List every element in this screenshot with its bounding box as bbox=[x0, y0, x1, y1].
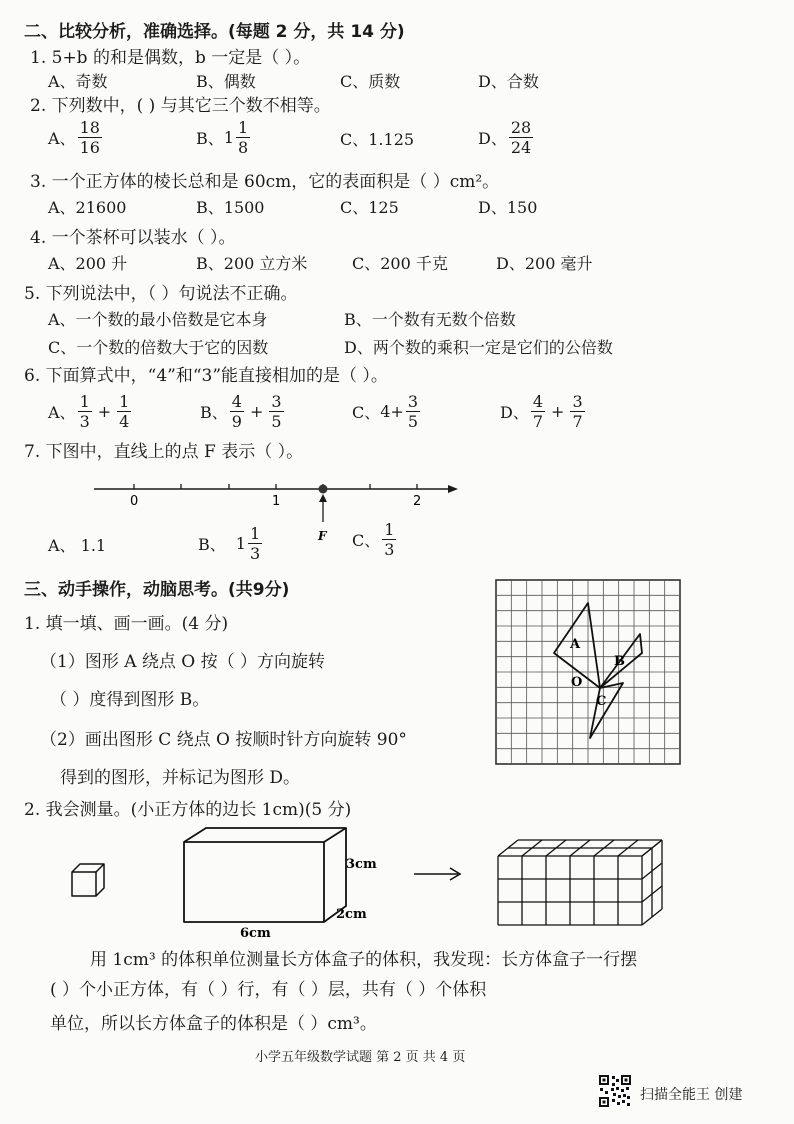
q6-c-fraction bbox=[406, 392, 420, 431]
q6-d1-numerator: 4 bbox=[532, 392, 544, 411]
q2-a-label: A、 bbox=[48, 129, 76, 148]
q6-d-label: D、 bbox=[500, 403, 529, 422]
q7-c-label: C、 bbox=[352, 531, 381, 550]
q5-option-b: B、一个数有无数个倍数 bbox=[344, 310, 516, 329]
q4-option-c: C、200 千克 bbox=[352, 254, 448, 273]
scanner-brand-text: 扫描全能王 创建 bbox=[640, 1087, 743, 1103]
q7-b-denominator: 3 bbox=[249, 544, 261, 563]
q6-b-fraction2 bbox=[269, 392, 283, 431]
q5-option-d: D、两个数的乘积一定是它们的公倍数 bbox=[344, 338, 613, 357]
q2-b-label: B、 bbox=[196, 129, 224, 148]
q4-option-a: A、200 升 bbox=[48, 254, 128, 273]
q2-a-fraction bbox=[78, 118, 102, 157]
q6-a2-denominator: 4 bbox=[119, 412, 130, 431]
q3-option-c: C、125 bbox=[340, 198, 399, 217]
q4-option-d: D、200 毫升 bbox=[496, 254, 593, 273]
q4-option-b: B、200 立方米 bbox=[196, 254, 308, 273]
tick-label-1: 1 bbox=[272, 494, 281, 509]
unit-cube-stack-figure bbox=[494, 826, 664, 930]
q2-option-a bbox=[48, 118, 104, 157]
q6-a-fraction2 bbox=[117, 392, 131, 431]
point-f-arrowhead bbox=[319, 494, 327, 502]
q2-d-fraction bbox=[509, 118, 533, 157]
q6-d-fraction1 bbox=[531, 392, 545, 431]
q6-option-b bbox=[200, 392, 286, 431]
q2-b-fraction bbox=[236, 118, 250, 157]
q3-option-b: B、1500 bbox=[196, 198, 265, 217]
q7-c-numerator: 1 bbox=[384, 520, 395, 539]
dim-depth-label: 2cm bbox=[336, 907, 367, 922]
q6-b1-numerator: 4 bbox=[231, 392, 242, 411]
q1-option-a: A、奇数 bbox=[48, 72, 108, 91]
page-footer: 小学五年级数学试题 第 2 页 共 4 页 bbox=[255, 1050, 466, 1065]
q5-option-a: A、一个数的最小倍数是它本身 bbox=[48, 310, 268, 329]
q2-b-whole: 1 bbox=[223, 128, 234, 147]
q1-option-c: C、质数 bbox=[340, 72, 401, 91]
q2-a-numerator: 18 bbox=[79, 118, 100, 137]
q6-a1-denominator: 3 bbox=[79, 412, 90, 431]
box-measure-figure bbox=[60, 826, 420, 938]
q3-stem: 3. 一个正方体的棱长总和是 60cm，它的表面积是（ ）cm²。 bbox=[30, 172, 500, 192]
q6-option-c bbox=[352, 392, 422, 431]
dim-length-label: 6cm bbox=[240, 926, 271, 938]
q2-stem: 2. 下列数中，( ) 与其它三个数不相等。 bbox=[30, 96, 331, 116]
dim-height-label: 3cm bbox=[346, 857, 377, 872]
s3-q2-para3: 单位，所以长方体盒子的体积是（ ）cm³。 bbox=[50, 1014, 377, 1034]
shape-b-label: B bbox=[614, 654, 625, 669]
right-arrow-icon bbox=[410, 864, 466, 884]
s3-q1-line2: （ ）度得到图形 B。 bbox=[50, 690, 210, 710]
point-o-label: O bbox=[571, 675, 583, 690]
q6-a2-numerator: 1 bbox=[119, 392, 130, 411]
q6-option-d bbox=[500, 392, 587, 431]
q7-b-label: B、 bbox=[198, 535, 226, 554]
q7-option-b bbox=[198, 524, 264, 563]
q7-b-whole: 1 bbox=[235, 534, 246, 553]
q2-d-denominator: 24 bbox=[510, 138, 532, 157]
q3-option-d: D、150 bbox=[478, 198, 538, 217]
q6-b-plus: + bbox=[249, 402, 264, 421]
section2-title: 二、比较分析，准确选择。(每题 2 分，共 14 分) bbox=[24, 22, 405, 42]
q7-c-fraction bbox=[382, 520, 396, 559]
section3-title: 三、动手操作，动脑思考。(共9分) bbox=[24, 580, 290, 600]
q6-a-label: A、 bbox=[48, 403, 76, 422]
cube-stack-lines bbox=[498, 840, 662, 925]
q6-b-label: B、 bbox=[200, 403, 228, 422]
q6-c-label: C、 bbox=[352, 403, 381, 422]
s3-q1-line1: （1）图形 A 绕点 O 按（ ）方向旋转 bbox=[40, 652, 326, 672]
q5-stem: 5. 下列说法中，（ ）句说法不正确。 bbox=[24, 284, 298, 304]
q6-c-denominator: 5 bbox=[407, 412, 419, 431]
q6-b2-denominator: 5 bbox=[271, 412, 282, 431]
cuboid-box bbox=[184, 828, 346, 922]
q6-option-a bbox=[48, 392, 133, 431]
q6-a1-numerator: 1 bbox=[79, 392, 90, 411]
qr-code-icon bbox=[598, 1074, 632, 1108]
q7-b-fraction bbox=[248, 524, 262, 563]
s3-q2-stem: 2. 我会测量。(小正方体的边长 1cm)(5 分) bbox=[24, 800, 352, 820]
shape-a-label: A bbox=[570, 637, 581, 652]
q7-stem: 7. 下图中，直线上的点 F 表示（ ）。 bbox=[24, 442, 304, 462]
q4-stem: 4. 一个茶杯可以装水（ ）。 bbox=[30, 228, 236, 248]
tick-label-0: 0 bbox=[130, 494, 139, 509]
s3-q1-line4: 得到的图形，并标记为图形 D。 bbox=[60, 768, 301, 788]
q1-stem: 1. 5+b 的和是偶数，b 一定是（ ）。 bbox=[30, 48, 311, 68]
q2-option-c: C、1.125 bbox=[340, 130, 415, 149]
q6-d2-denominator: 7 bbox=[572, 412, 583, 431]
q1-option-d: D、合数 bbox=[478, 72, 539, 91]
q7-c-denominator: 3 bbox=[384, 540, 395, 559]
q2-a-denominator: 16 bbox=[79, 138, 100, 157]
s3-q2-para2: ( ）个小正方体，有（ ）行，有（ ）层，共有（ ）个体积 bbox=[50, 980, 487, 1000]
number-line-arrowhead bbox=[448, 485, 458, 493]
q6-b1-denominator: 9 bbox=[231, 412, 242, 431]
q1-option-b: B、偶数 bbox=[196, 72, 256, 91]
s3-q2-para1: 用 1cm³ 的体积单位测量长方体盒子的体积，我发现：长方体盒子一行摆 bbox=[90, 950, 638, 970]
q7-b-numerator: 1 bbox=[249, 524, 261, 543]
q6-d-plus: + bbox=[551, 402, 565, 421]
shape-c bbox=[590, 683, 623, 738]
rotation-grid-figure bbox=[494, 578, 682, 768]
q6-c-numerator: 3 bbox=[407, 392, 419, 411]
q6-d2-numerator: 3 bbox=[572, 392, 583, 411]
q2-b-denominator: 8 bbox=[237, 138, 249, 157]
tick-label-2: 2 bbox=[413, 494, 422, 509]
q5-option-c: C、一个数的倍数大于它的因数 bbox=[48, 338, 269, 357]
q6-d1-denominator: 7 bbox=[532, 412, 544, 431]
q3-option-a: A、21600 bbox=[48, 198, 127, 217]
q7-option-a: A、 1.1 bbox=[48, 536, 107, 555]
q6-a-fraction1 bbox=[78, 392, 92, 431]
point-f-label: F bbox=[318, 529, 327, 543]
q6-b2-numerator: 3 bbox=[271, 392, 282, 411]
q2-option-d bbox=[478, 118, 535, 157]
unit-cube-icon bbox=[72, 864, 104, 896]
q2-b-numerator: 1 bbox=[237, 118, 249, 137]
shape-c-label: C bbox=[596, 694, 607, 709]
number-line-figure bbox=[86, 472, 466, 544]
q2-option-b bbox=[196, 118, 252, 157]
s3-q1-line3: （2）画出图形 C 绕点 O 按顺时针方向旋转 90° bbox=[40, 730, 407, 750]
q7-option-c bbox=[352, 520, 398, 559]
s3-q1-stem: 1. 填一填、画一画。(4 分) bbox=[24, 614, 229, 634]
q6-d-fraction2 bbox=[570, 392, 584, 431]
q2-d-numerator: 28 bbox=[510, 118, 532, 137]
point-f-marker bbox=[319, 485, 328, 494]
q6-b-fraction1 bbox=[230, 392, 244, 431]
q6-stem: 6. 下面算式中，“4”和“3”能直接相加的是（ ）。 bbox=[24, 366, 388, 386]
q2-d-label: D、 bbox=[478, 129, 507, 148]
q6-c-whole: 4+ bbox=[380, 402, 404, 421]
q6-a-plus: + bbox=[97, 402, 112, 421]
